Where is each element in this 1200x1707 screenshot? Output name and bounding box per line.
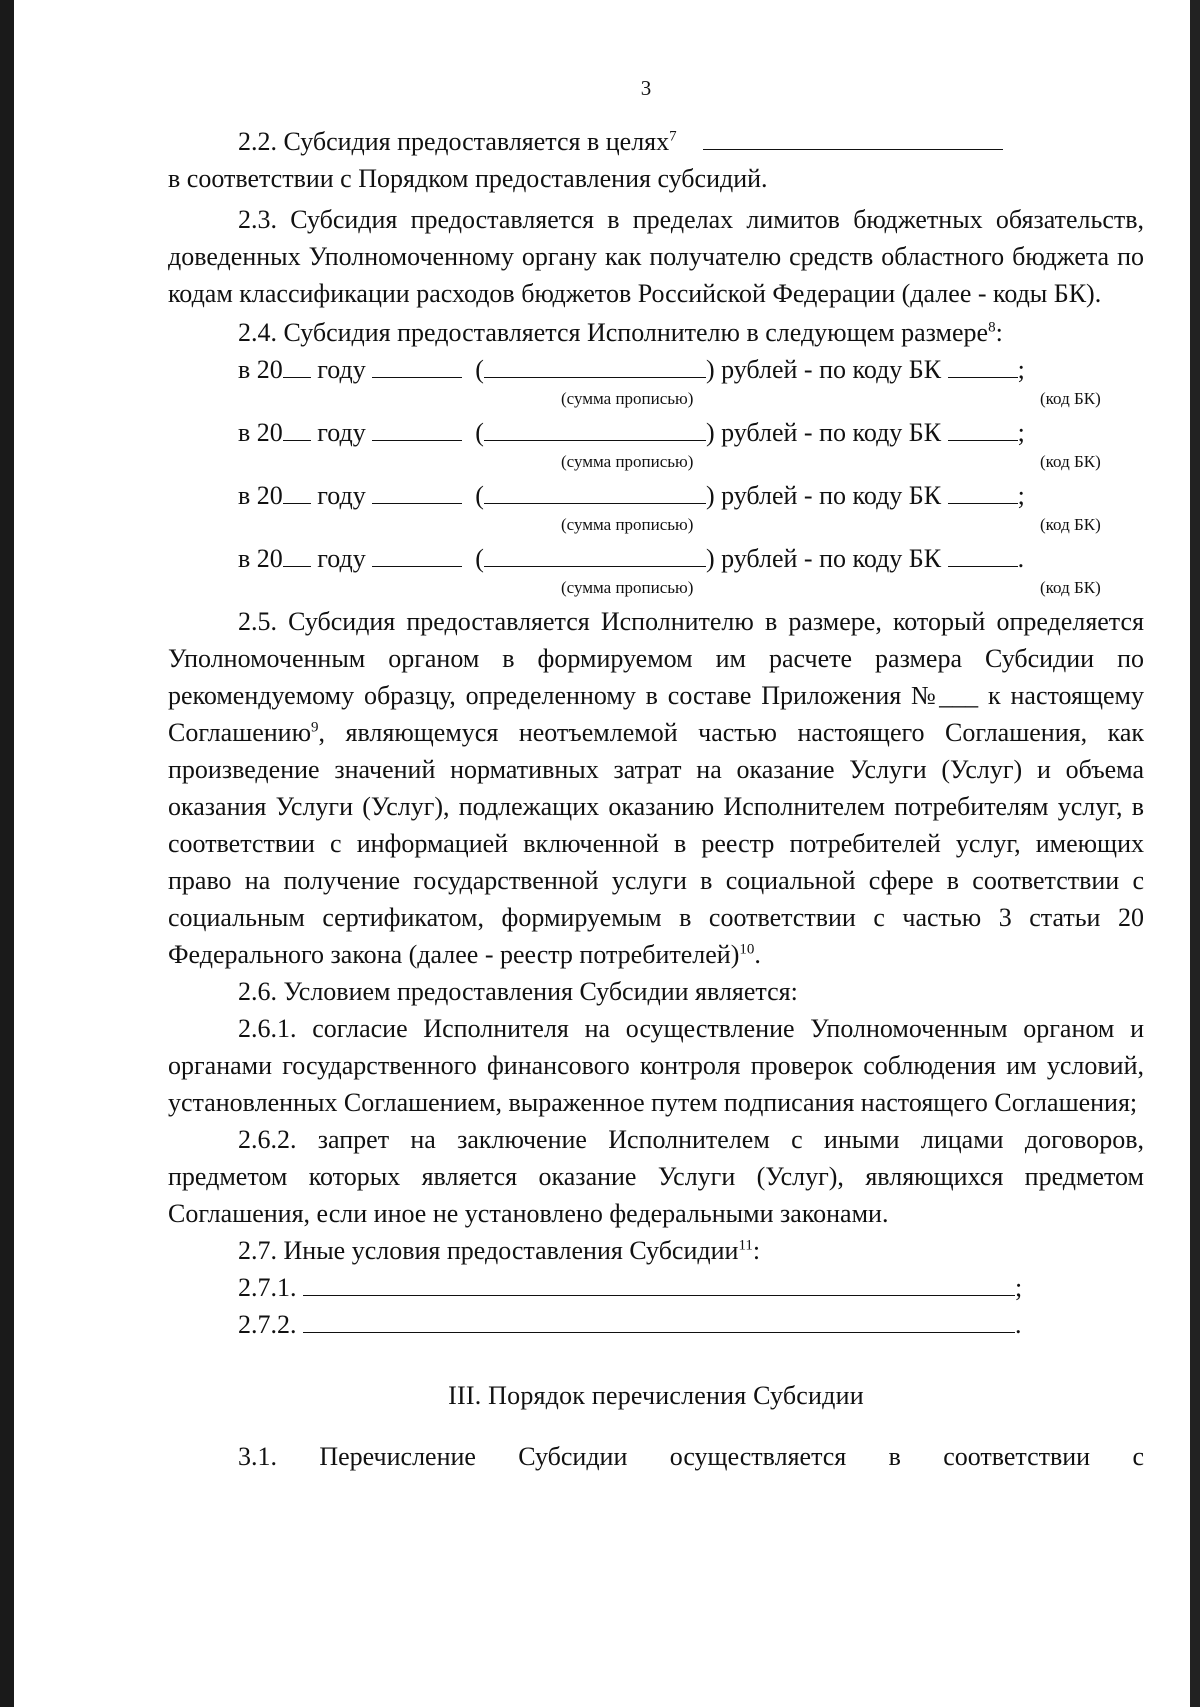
paragraph-2-6-1: 2.6.1. согласие Исполнителя на осуществление Уполномоченным органом и органами государственного финансового контроля проверок соблюдения им условий, установленных Соглашением, выраженное путем подписания настоящего Соглашения; [168,1014,1144,1117]
amount-words-blank [484,542,706,567]
rubles-by-code-text: ) рублей - по коду БК [705,481,942,510]
document-body [168,70,1144,1475]
bk-code-blank [948,353,1018,378]
caption-sum-in-words: (сумма прописью) [561,578,694,597]
amount-row: в 20 году ( ) рублей - по коду БК . [238,544,1025,573]
year-prefix: в 20 [238,481,283,510]
amount-blank [372,479,462,504]
amount-caption [168,388,1144,414]
amount-blank [372,416,462,441]
caption-bk-code: (код БК) [1040,515,1101,534]
amount-row: в 20 году ( ) рублей - по коду БК ; [238,481,1025,510]
paragraph-2-2 [168,123,1144,197]
goal-blank-line [703,125,1003,150]
caption-bk-code: (код БК) [1040,389,1101,408]
word: 3.1. [238,1442,277,1471]
paragraph-2-5-text-b: , являющемуся неотъемлемой частью настоящего Соглашения, как произведение значений нормативных затрат на оказание Услуги (Услуг) и объема оказания Услуги (Услуг), подлежащих оказанию Исполнителем потребителям услуг, в соответствии с информацией включенной в реестр потребителей услуг, имеющих право на получение государственной услуги в социальной сфере в соответствии с социальным сертификатом, формируемым в соответствии с частью 3 статьи 20 Федерального закона (далее - реестр потребителей) [168,718,1144,969]
paragraph-2-4-text: 2.4. Субсидия предоставляется Исполнителю в следующем размере [238,318,989,347]
page-number: 3 [640,76,652,100]
caption-sum-in-words: (сумма прописью) [561,452,694,471]
year-word: году [317,355,366,384]
caption-bk-code: (код БК) [1040,452,1101,471]
amount-row: в 20 году ( ) рублей - по коду БК ; [238,418,1025,447]
bk-code-blank [948,479,1018,504]
year-blank [283,353,311,378]
footnote-ref-11: 11 [738,1237,753,1254]
paragraph-2-5-text-a: 2.5. Субсидия предоставляется Исполнителю в размере, который определяется Уполномоченным органом в формируемом им расчете размера Субсидии по рекомендуемому образцу, определенному в составе Приложения №___ к настоящему Соглашению [168,607,1144,747]
amount-caption [168,451,1144,477]
row-end: ; [1017,418,1025,447]
condition-item [168,1306,1144,1343]
scan-left-border [0,0,14,1707]
year-word: году [317,418,366,447]
rubles-by-code-text: ) рублей - по коду БК [705,544,942,573]
amount-blank [372,353,462,378]
paragraph-3-1 [168,1438,1144,1475]
year-blank [283,542,311,567]
year-prefix: в 20 [238,355,283,384]
row-end: ; [1017,481,1025,510]
condition-item [168,1269,1144,1306]
rubles-by-code-text: ) рублей - по коду БК [705,418,942,447]
year-blank [283,479,311,504]
condition-label: 2.7.2. [238,1310,297,1339]
paragraph-2-4 [168,314,1144,351]
condition-end: . [1015,1310,1022,1339]
footnote-ref-10: 10 [739,941,755,958]
paragraph-2-2-continuation: в соответствии с Порядком предоставления субсидий. [168,164,768,193]
amount-block [168,351,1144,603]
bk-code-blank [948,416,1018,441]
year-prefix: в 20 [238,418,283,447]
year-word: году [317,544,366,573]
year-word: году [317,481,366,510]
paragraph-2-5 [168,603,1144,973]
word: Субсидии [518,1442,628,1471]
condition-label: 2.7.1. [238,1273,297,1302]
footnote-ref-9: 9 [311,719,319,736]
paragraph-2-6-2: 2.6.2. запрет на заключение Исполнителем с иными лицами договоров, предметом которых является оказание Услуги (Услуг), являющихся предметом Соглашения, если иное не установлено федеральными законами. [168,1125,1144,1228]
word: соответствии [943,1442,1091,1471]
word: в [888,1442,901,1471]
amount-caption [168,577,1144,603]
rubles-by-code-text: ) рублей - по коду БК [705,355,942,384]
paragraph-2-3: 2.3. Субсидия предоставляется в пределах лимитов бюджетных обязательств, доведенных Уполномоченному органу как получателю средств областного бюджета по кодам классификации расходов бюджетов Российской Федерации (далее - коды БК). [168,205,1144,308]
paragraph-2-4-colon: : [995,318,1003,347]
scan-right-border [1190,0,1200,1707]
caption-bk-code: (код БК) [1040,578,1101,597]
year-blank [283,416,311,441]
paragraph-2-7 [168,1232,1144,1269]
amount-row: в 20 году ( ) рублей - по коду БК ; [238,355,1025,384]
word: с [1132,1442,1144,1471]
word: осуществляется [669,1442,847,1471]
amount-words-blank [484,353,706,378]
footnote-ref-7: 7 [669,128,677,145]
paragraph-2-5-end: . [754,940,761,969]
word: Перечисление [319,1442,476,1471]
paragraph-2-6: 2.6. Условием предоставления Субсидии является: [238,977,798,1006]
caption-sum-in-words: (сумма прописью) [561,389,694,408]
condition-blank-line [303,1308,1015,1333]
paragraph-2-2-text: 2.2. Субсидия предоставляется в целях [238,127,670,156]
paragraph-2-7-text: 2.7. Иные условия предоставления Субсидии [238,1236,739,1265]
bk-code-blank [948,542,1018,567]
amount-words-blank [484,416,706,441]
condition-blank-line [303,1271,1015,1296]
row-end: . [1017,544,1025,573]
amount-caption [168,514,1144,540]
caption-sum-in-words: (сумма прописью) [561,515,694,534]
paragraph-2-7-colon: : [752,1236,761,1265]
row-end: ; [1017,355,1025,384]
amount-words-blank [484,479,706,504]
section-3-title: III. Порядок перечисления Субсидии [448,1381,864,1410]
amount-blank [372,542,462,567]
footnote-ref-8: 8 [988,319,996,336]
year-prefix: в 20 [238,544,283,573]
condition-end: ; [1015,1273,1023,1302]
